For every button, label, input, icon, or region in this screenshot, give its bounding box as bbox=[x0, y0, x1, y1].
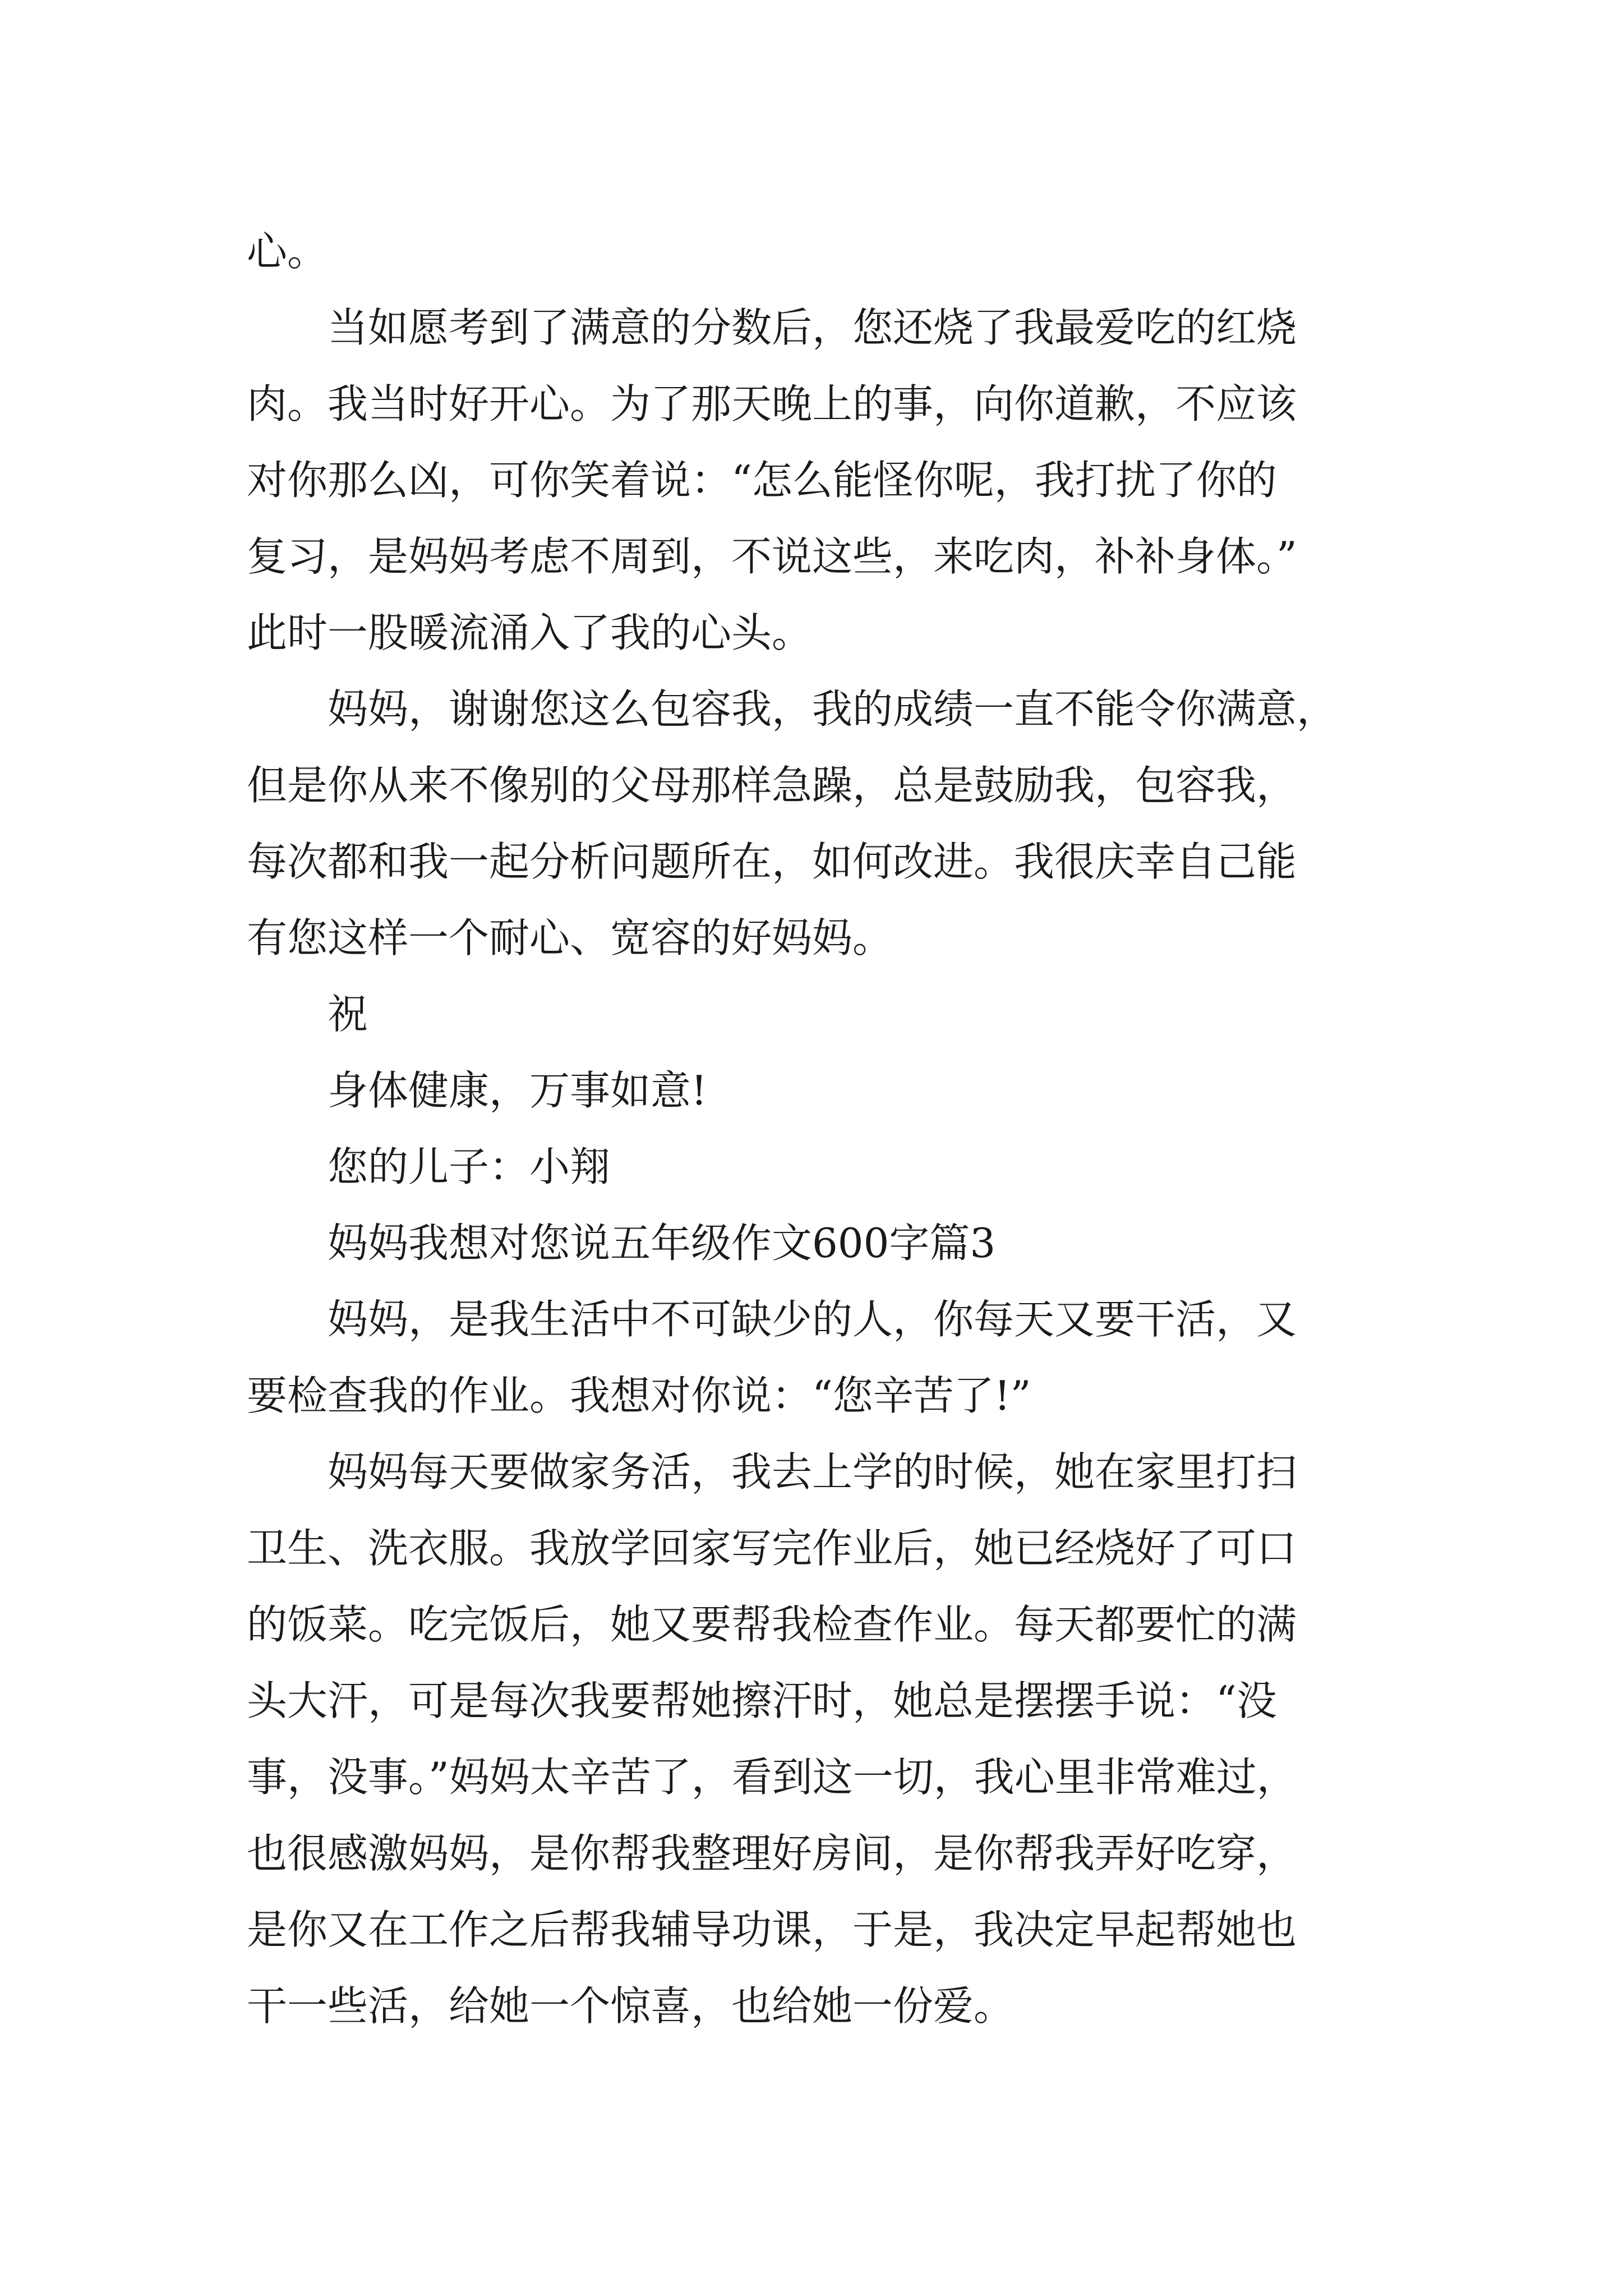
wish-line: 身体健康，万事如意! bbox=[328, 1067, 707, 1114]
text-line: 对你那么凶，可你笑着说：“怎么能怪你呢，我打扰了你的 bbox=[247, 457, 1277, 504]
text-line: 复习，是妈妈考虑不周到，不说这些，来吃肉，补补身体。” bbox=[247, 533, 1297, 580]
text-line: 也很感激妈妈，是你帮我整理好房间，是你帮我弄好吃穿， bbox=[247, 1830, 1297, 1877]
essay-body bbox=[247, 213, 1380, 2044]
text-line: 妈妈每天要做家务活，我去上学的时候，她在家里打扫 bbox=[328, 1448, 1297, 1496]
text-line: 干一些活，给她一个惊喜，也给她一份爱。 bbox=[247, 1982, 1015, 2030]
text-line: 妈妈，谢谢您这么包容我，我的成绩一直不能令你满意， bbox=[328, 685, 1338, 733]
text-line: 卫生、洗衣服。我放学回家写完作业后，她已经烧好了可口 bbox=[247, 1525, 1297, 1572]
text-line: 但是你从来不像别的父母那样急躁，总是鼓励我，包容我， bbox=[247, 762, 1297, 809]
text-line: 要检查我的作业。我想对你说：“您辛苦了!” bbox=[247, 1372, 1031, 1419]
text-line: 心。 bbox=[247, 228, 328, 275]
text-line: 是你又在工作之后帮我辅导功课，于是，我决定早起帮她也 bbox=[247, 1906, 1297, 1953]
text-line: 肉。我当时好开心。为了那天晚上的事，向你道歉，不应该 bbox=[247, 380, 1297, 427]
text-line: 头大汗，可是每次我要帮她擦汗时，她总是摆摆手说：“没 bbox=[247, 1677, 1277, 1724]
text-line: 的饭菜。吃完饭后，她又要帮我检查作业。每天都要忙的满 bbox=[247, 1601, 1297, 1648]
text-line: 此时一股暖流涌入了我的心头。 bbox=[247, 609, 813, 656]
salutation-line: 祝 bbox=[328, 991, 368, 1038]
text-line: 有您这样一个耐心、宽容的好妈妈。 bbox=[247, 914, 893, 961]
text-line: 妈妈，是我生活中不可缺少的人，你每天又要干活，又 bbox=[328, 1296, 1297, 1343]
section-heading: 妈妈我想对您说五年级作文600字篇3 bbox=[328, 1220, 996, 1267]
signature-line: 您的儿子：小翔 bbox=[328, 1143, 611, 1190]
text-line: 每次都和我一起分析问题所在，如何改进。我很庆幸自己能 bbox=[247, 838, 1297, 885]
text-line: 当如愿考到了满意的分数后，您还烧了我最爱吃的红烧 bbox=[328, 304, 1297, 351]
text-line: 事，没事。”妈妈太辛苦了，看到这一切，我心里非常难过， bbox=[247, 1754, 1297, 1801]
